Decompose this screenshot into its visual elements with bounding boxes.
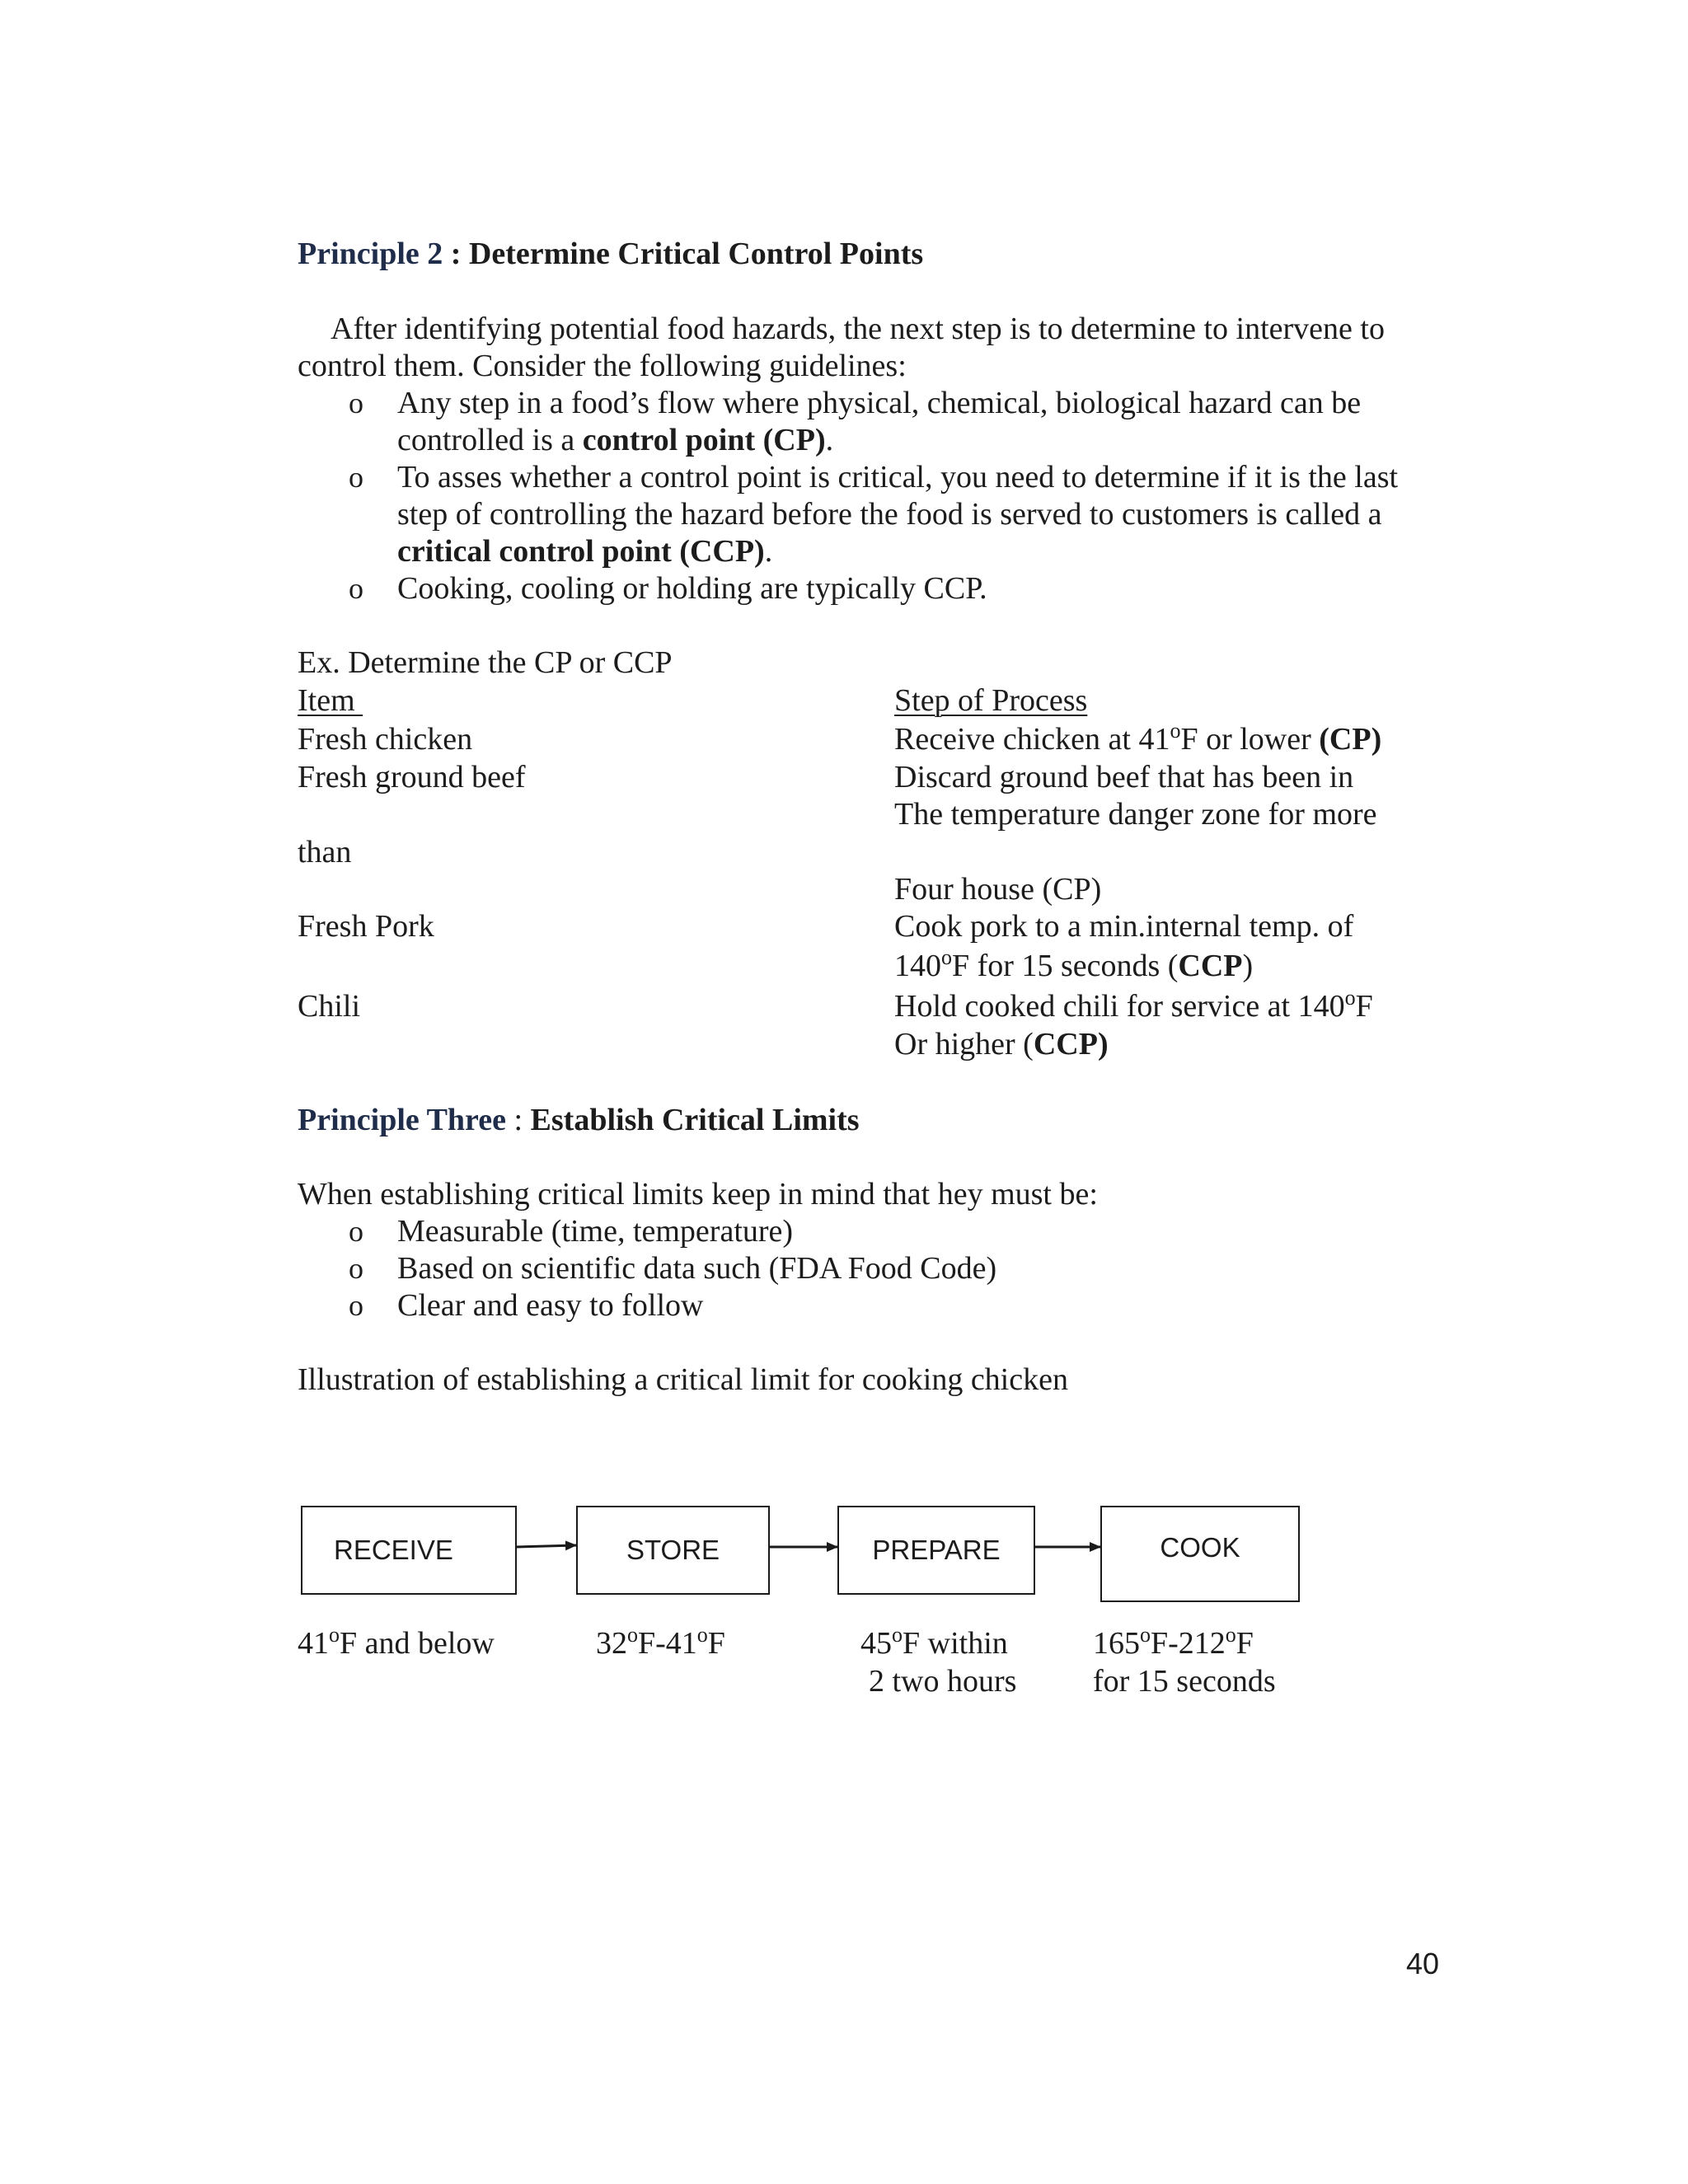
limit-text: F and below — [340, 1626, 495, 1661]
limit-criterion-2: Based on scientific data such (FDA Food Code) — [397, 1251, 997, 1286]
item-fresh-pork: Fresh Pork — [298, 909, 434, 944]
bullet-marker: o — [349, 1215, 363, 1248]
step-ground-beef-line1: Discard ground beef that has been in — [894, 760, 1354, 794]
step-text: F — [1355, 989, 1373, 1024]
principle-2-intro-line1: After identifying potential food hazards, the next step is to determine to intervene to — [331, 312, 1385, 346]
critical-control-point-term: critical control point (CCP) — [397, 534, 765, 569]
degree-symbol: o — [1225, 1623, 1236, 1647]
limit-text: 32 — [596, 1626, 627, 1661]
page-number: 40 — [1406, 1947, 1440, 1980]
bullet-2-period: . — [764, 534, 773, 569]
bullet-1-period: . — [825, 423, 834, 457]
prepare-limit-line2: 2 two hours — [869, 1664, 1017, 1699]
bullet-marker: o — [349, 387, 363, 419]
bullet-2-line1: To asses whether a control point is critical, you need to determine if it is the last — [397, 460, 1399, 494]
bullet-marker: o — [349, 1252, 363, 1285]
principle-3-intro: When establishing critical limits keep in mind that hey must be: — [298, 1177, 1098, 1212]
flow-step-label: COOK — [1160, 1532, 1240, 1563]
flow-step-store — [576, 1506, 770, 1595]
limit-text: 45 — [860, 1626, 892, 1661]
limit-text: F-41 — [638, 1626, 697, 1661]
step-text: ) — [1242, 949, 1254, 983]
step-ground-beef-line2: The temperature danger zone for more — [894, 797, 1377, 832]
principle-2-label: Principle 2 — [298, 237, 443, 271]
limit-text: F within — [903, 1626, 1008, 1661]
example-title: Ex. Determine the CP or CCP — [298, 645, 673, 680]
flow-step-label: STORE — [626, 1535, 720, 1565]
cook-limit-line1 — [1093, 1625, 1254, 1662]
limit-text: F-212 — [1151, 1626, 1226, 1661]
bullet-marker: o — [349, 461, 363, 494]
item-ground-beef-continued: than — [298, 835, 352, 869]
bullet-2-line2: step of controlling the hazard before the food is served to customers is called a — [397, 497, 1382, 532]
arrow-receive-to-store — [517, 1545, 576, 1547]
item-fresh-chicken: Fresh chicken — [298, 722, 473, 757]
store-limit — [596, 1625, 725, 1662]
degree-symbol: o — [1170, 719, 1181, 743]
step-text: Or higher ( — [894, 1027, 1034, 1062]
flow-step-prepare — [837, 1506, 1035, 1595]
step-text: F or lower — [1180, 722, 1320, 757]
flow-step-receive — [301, 1506, 517, 1595]
control-point-term: control point (CP) — [582, 423, 826, 457]
cook-limit-line2: for 15 seconds — [1093, 1664, 1276, 1699]
principle-3-title: Establish Critical Limits — [530, 1103, 860, 1137]
limit-criterion-1: Measurable (time, temperature) — [397, 1214, 794, 1249]
degree-symbol: o — [892, 1623, 903, 1647]
limit-text: 41 — [298, 1626, 329, 1661]
bullet-1-text: controlled is a — [397, 423, 583, 457]
step-text: F for 15 seconds ( — [952, 949, 1179, 983]
item-chili: Chili — [298, 989, 361, 1024]
prepare-limit-line1 — [860, 1625, 1008, 1662]
degree-symbol: o — [627, 1623, 638, 1647]
limit-criterion-3: Clear and easy to follow — [397, 1288, 704, 1323]
step-ground-beef-line3: Four house (CP) — [894, 872, 1102, 907]
flow-step-cook — [1100, 1506, 1300, 1602]
limit-text: 165 — [1093, 1626, 1140, 1661]
step-fresh-pork-line1: Cook pork to a min.internal temp. of — [894, 909, 1354, 944]
receive-limit — [298, 1625, 495, 1662]
step-text: 140 — [894, 949, 941, 983]
step-text: Receive chicken at 41 — [894, 722, 1170, 757]
column-header-step: Step of Process — [894, 683, 1088, 718]
limit-text: F — [707, 1626, 725, 1661]
principle-2-intro-line2: control them. Consider the following guidelines: — [298, 349, 907, 383]
principle-3-separator: : — [505, 1103, 531, 1137]
item-fresh-ground-beef: Fresh ground beef — [298, 760, 526, 794]
ccp-tag: CCP) — [1033, 1027, 1109, 1062]
degree-symbol: o — [1344, 986, 1356, 1010]
degree-symbol: o — [1140, 1623, 1151, 1647]
bullet-1-line1: Any step in a food’s flow where physical, chemical, biological hazard can be — [397, 386, 1362, 420]
step-text: Hold cooked chili for service at 140 — [894, 989, 1345, 1024]
principle-2-title: : Determine Critical Control Points — [443, 237, 924, 271]
illustration-caption: Illustration of establishing a critical limit for cooking chicken — [298, 1362, 1068, 1397]
bullet-marker: o — [349, 1289, 363, 1322]
flow-step-label: RECEIVE — [334, 1535, 453, 1565]
ccp-tag: CCP — [1178, 949, 1243, 983]
degree-symbol: o — [329, 1623, 340, 1647]
flow-step-label: PREPARE — [872, 1535, 1001, 1565]
column-header-item: Item — [298, 683, 363, 718]
bullet-3: Cooking, cooling or holding are typically CCP. — [397, 571, 987, 606]
bullet-marker: o — [349, 572, 363, 605]
limit-text: F — [1236, 1626, 1254, 1661]
cp-tag: (CP) — [1319, 722, 1382, 757]
degree-symbol: o — [941, 945, 952, 969]
principle-3-label: Principle Three — [298, 1103, 506, 1137]
degree-symbol: o — [696, 1623, 708, 1647]
